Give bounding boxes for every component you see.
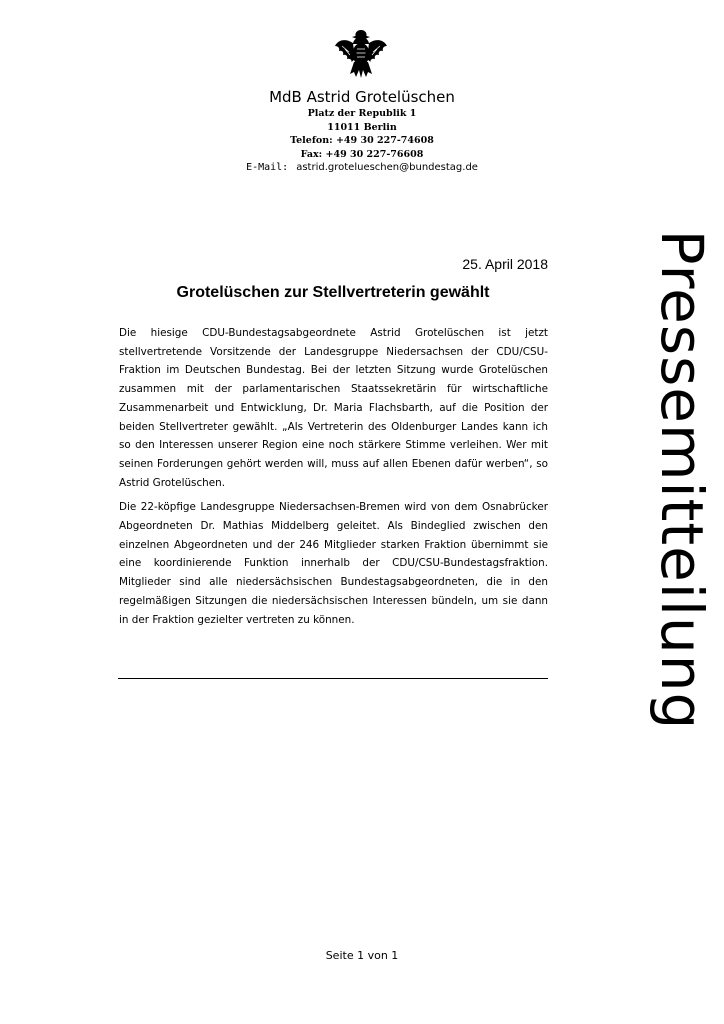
email-address: astrid.grotelueschen@bundestag.de (296, 162, 478, 173)
sender-city: 11011 Berlin (327, 121, 397, 133)
headline: Grotelüschen zur Stellvertreterin gewählt (176, 284, 490, 301)
sender-email-line (190, 161, 534, 175)
divider (118, 678, 548, 679)
federal-eagle-icon (333, 28, 389, 80)
paragraph: Die 22-köpfige Landesgruppe Niedersachsen-Bremen wird von dem Osnabrücker Abgeordneten Dr. Mathias Middelberg geleitet. Als Bindeglied zwischen den einzelnen Abgeordneten und der 246 Mitglieder starken Fraktion übernimmt sie eine koordinierende Funktion innerhalb der CDU/CSU-Bundestagsfraktion. Mitglieder sind alle niedersächsischen Bundestagsabgeordneten, die in den regelmäßigen Sitzungen die niedersächsischen Interessen bündeln, um sie dann in der Fraktion gezielter vertreten zu können. (119, 501, 548, 626)
body-text (119, 324, 548, 635)
sender-address: Platz der Republik 1 (307, 108, 417, 119)
email-label: E-Mail: (246, 162, 289, 173)
paragraph: Die hiesige CDU-Bundestagsabgeordnete Astrid Grotelüschen ist jetzt stellvertretende Vorsitzende der Landesgruppe Niedersachsen der CDU/CSU-Fraktion im Deutschen Bundestag. Bei der letzten Sitzung wurde Grotelüschen zusammen mit der parlamentarischen Staatssekretärin für wirtschaftliche Zusammenarbeit und Entwicklung, Dr. Maria Flachsbarth, auf die Position der beiden Stellvertreter gewählt. „Als Vertreterin des Oldenburger Landes kann ich so den Interessen unserer Region eine noch stärkere Stimme verleihen. Wer mit seinen Forderungen gehört werden will, muss auf allen Ebenen dafür werben“, so Astrid Grotelüschen. (119, 327, 548, 489)
side-title: Pressemitteilung (648, 229, 716, 731)
sender-phone: Telefon: +49 30 227-74608 (290, 135, 434, 146)
letterhead (190, 88, 534, 175)
press-release-date: 25. April 2018 (462, 256, 548, 272)
sender-name: MdB Astrid Grotelüschen (269, 88, 455, 106)
sender-fax: Fax: +49 30 227-76608 (300, 148, 424, 160)
page-number: Seite 1 von 1 (325, 949, 399, 962)
